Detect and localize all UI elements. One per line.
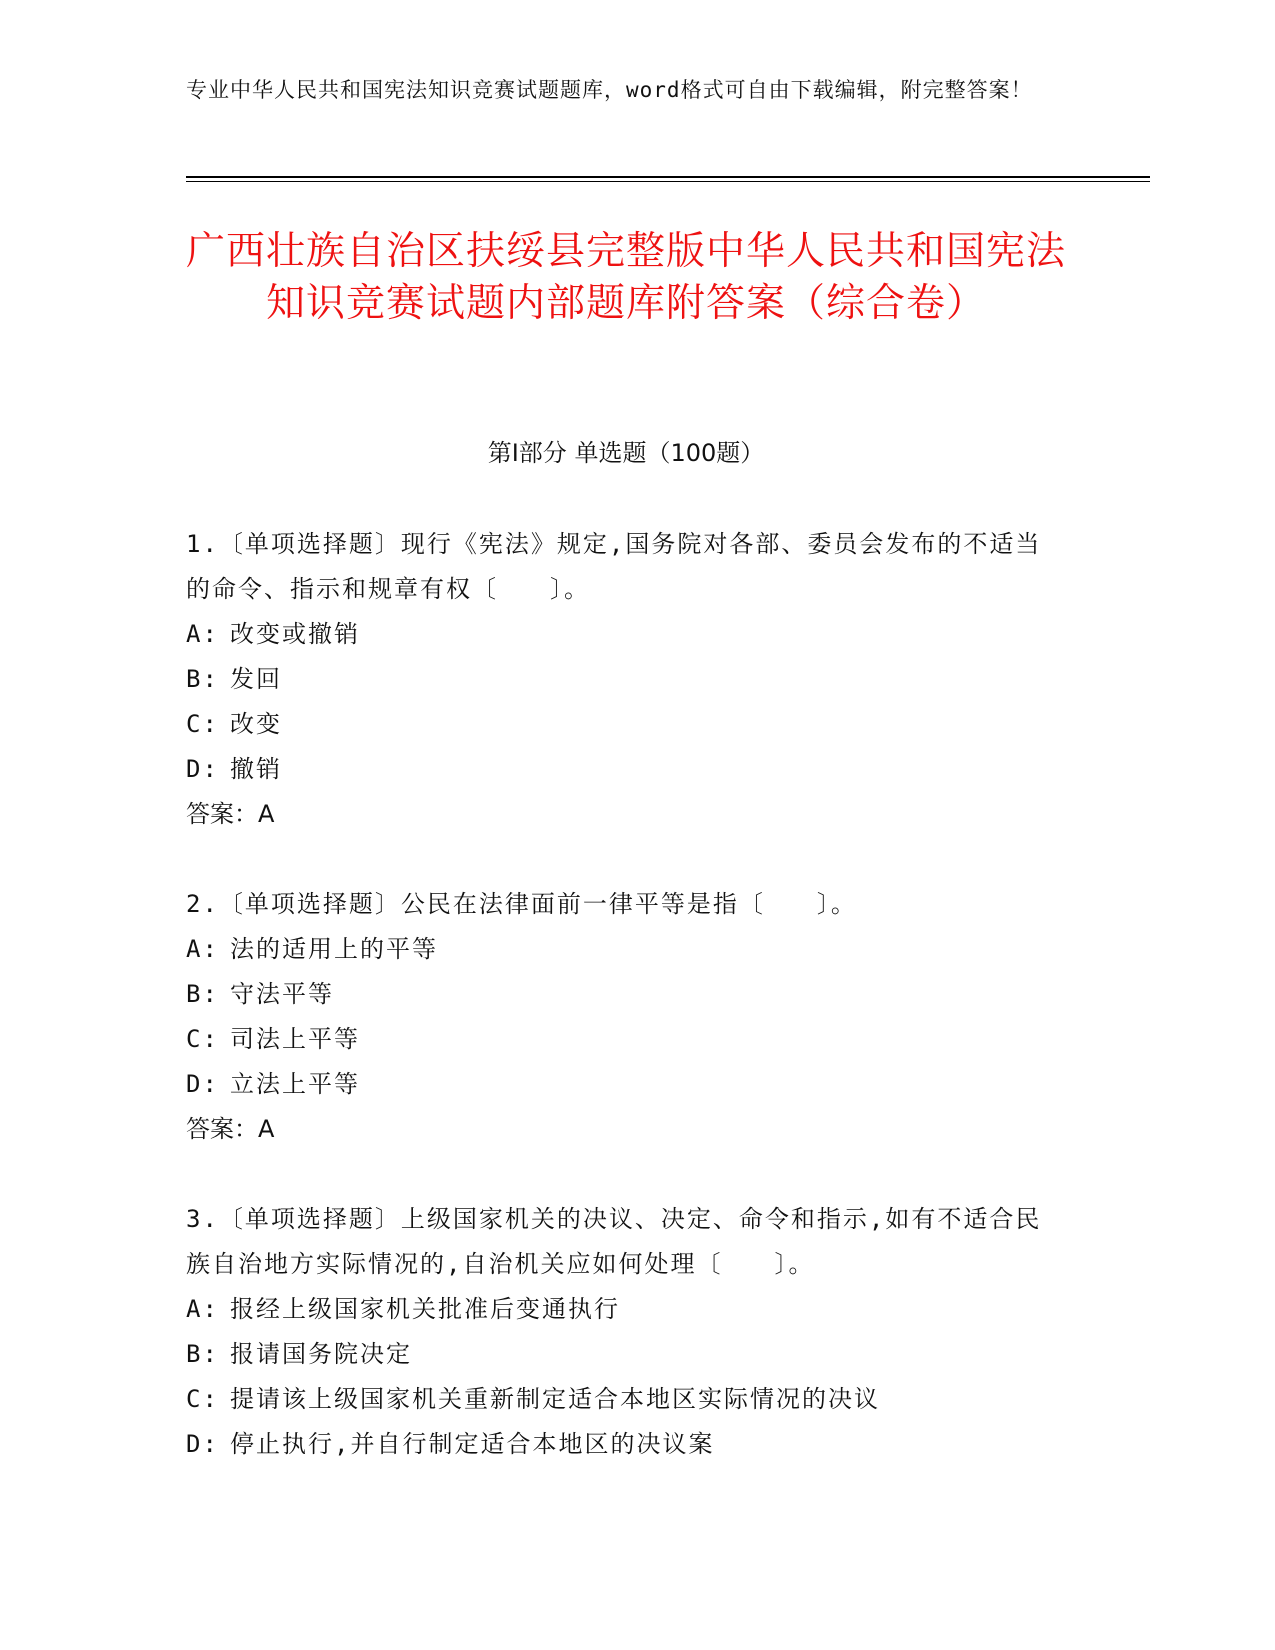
option-text: 立法上平等 — [230, 1070, 360, 1098]
option-letter: A: — [186, 935, 219, 963]
question-list — [186, 522, 1066, 1512]
option-text: 报经上级国家机关批准后变通执行 — [230, 1295, 620, 1323]
option-a — [186, 1287, 1066, 1332]
option-letter: D: — [186, 1430, 219, 1458]
option-text: 撤销 — [230, 755, 282, 783]
option-text: 报请国务院决定 — [230, 1340, 412, 1368]
question-item — [186, 882, 1066, 1152]
option-letter: B: — [186, 665, 219, 693]
option-d — [186, 1062, 1066, 1107]
option-letter: D: — [186, 755, 219, 783]
question-stem: 1.〔单项选择题〕现行《宪法》规定,国务院对各部、委员会发布的不适当的命令、指示和规章有权〔 〕。 — [186, 530, 1042, 603]
option-c — [186, 702, 1066, 747]
header-divider-thin — [186, 181, 1150, 182]
answer-line: 答案：A — [186, 800, 275, 828]
question-stem: 2.〔单项选择题〕公民在法律面前一律平等是指〔 〕。 — [186, 890, 857, 918]
option-text: 改变 — [230, 710, 282, 738]
option-text: 发回 — [230, 665, 282, 693]
section-heading: 第I部分 单选题（100题） — [487, 439, 765, 467]
option-letter: D: — [186, 1070, 219, 1098]
option-d — [186, 747, 1066, 792]
option-letter: C: — [186, 1385, 219, 1413]
option-letter: C: — [186, 1025, 219, 1053]
option-text: 改变或撤销 — [230, 620, 360, 648]
answer-line: 答案：A — [186, 1115, 275, 1143]
header-divider-thick — [186, 176, 1150, 178]
option-letter: B: — [186, 980, 219, 1008]
option-letter: A: — [186, 1295, 219, 1323]
option-b — [186, 972, 1066, 1017]
option-b — [186, 657, 1066, 702]
option-b — [186, 1332, 1066, 1377]
option-letter: A: — [186, 620, 219, 648]
document-title: 广西壮族自治区扶绥县完整版中华人民共和国宪法知识竞赛试题内部题库附答案（综合卷） — [186, 229, 1067, 326]
option-text: 停止执行,并自行制定适合本地区的决议案 — [230, 1430, 715, 1458]
option-text: 法的适用上的平等 — [230, 935, 438, 963]
option-letter: B: — [186, 1340, 219, 1368]
option-c — [186, 1017, 1066, 1062]
question-stem: 3.〔单项选择题〕上级国家机关的决议、决定、命令和指示,如有不适合民族自治地方实际情况的,自治机关应如何处理〔 〕。 — [186, 1205, 1042, 1278]
option-c — [186, 1377, 1066, 1422]
option-d — [186, 1422, 1066, 1467]
option-text: 守法平等 — [230, 980, 334, 1008]
option-letter: C: — [186, 710, 219, 738]
option-a — [186, 927, 1066, 972]
header-note: 专业中华人民共和国宪法知识竞赛试题题库，word格式可自由下载编辑，附完整答案！ — [186, 78, 1033, 102]
option-text: 提请该上级国家机关重新制定适合本地区实际情况的决议 — [230, 1385, 880, 1413]
question-item — [186, 1197, 1066, 1467]
question-item — [186, 522, 1066, 837]
option-text: 司法上平等 — [230, 1025, 360, 1053]
option-a — [186, 612, 1066, 657]
